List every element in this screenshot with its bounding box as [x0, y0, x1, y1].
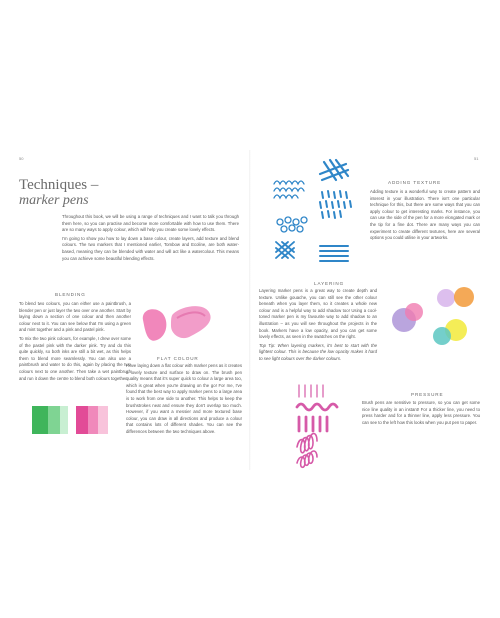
dash-mark: [320, 191, 351, 218]
flat-colour-paragraph: I love laying down a flat colour with marker pens as it creates a lovely texture and surface to draw on. The brush pen quality means that it's super quick to colour a large area too, which is great when you're drawing on the go! For me, I've found that the best way to apply marker pens to a large area is to work from one side to another. This helps to keep the brushstrokes neat and ensure they don't overlap too much. However, if you want a messier and more textured base colour, you can draw in all directions and produce a colour that contains lots of different shades. You can see the differences between the two techniques above.: [126, 363, 242, 434]
circle-mark: [277, 217, 307, 232]
layer-circle-pink: [405, 303, 423, 321]
line-mark: [320, 246, 348, 261]
flat-colour-swatch-illustration: [137, 300, 219, 348]
blending-heading: BLENDING: [55, 292, 86, 297]
hatched-square-mark: [276, 242, 294, 258]
page-number-left: 50: [19, 156, 24, 161]
layering-tip: Top Tip: When layering markers, it's best to start with the lightest colour. This is because the low opacity makes it hard to see light colours over the darker colours.: [259, 342, 377, 361]
page-gutter: [249, 150, 251, 470]
intro-paragraph-1: Throughout this book, we will be using a range of techniques and I want to talk you through them here, so you can practise and become more comfortable with how to use them. There are so many ways to apply colour, which will help you create some lovely effects.: [62, 214, 239, 233]
pressure-thin-line: [299, 385, 323, 397]
intro-text: [62, 214, 239, 262]
layering-swatch-illustration: [386, 284, 480, 356]
layering-text: [259, 288, 377, 363]
adding-texture-heading: ADDING TEXTURE: [388, 180, 442, 185]
layering-heading: LAYERING: [314, 281, 345, 286]
layer-circle-teal: [433, 327, 451, 345]
flat-colour-swatch-messy: [171, 306, 211, 338]
loop-mark: [274, 181, 304, 198]
pressure-heading: PRESSURE: [411, 392, 444, 397]
page-title: [19, 178, 98, 208]
green-blend-swatch: [32, 406, 48, 434]
pressure-loop-line: [297, 434, 317, 468]
pressure-lines-illustration: [295, 381, 345, 475]
pressure-thick-line: [297, 404, 337, 431]
title-line-1: Techniques –: [19, 177, 99, 193]
layer-circle-purple-light: [437, 289, 455, 307]
blending-paragraph-1: To blend two colours, you can either use a paintbrush, a blender pen or just layer the two over one another. Start by laying down a section of one colour and then another colour next to it. You can see below that I'm using a green and mint together and a pink and pastel pink.: [19, 301, 131, 333]
page-number-right: 51: [474, 156, 479, 161]
title-line-2: marker pens: [19, 193, 89, 208]
blending-paragraph-2: To mix the two pink colours, for example, I drew over some of the pastel pink with the darker pink. Try and do this quite quickly, so both inks are still a bit wet, as this helps them to blend more seamlessly. You can also use a paintbrush and water to do this, again by placing the two colours next to one another. Then take a wet paintbrush and run it down the centre to blend both colours together.: [19, 335, 131, 381]
pressure-paragraph: Brush pens are sensitive to pressure, so you can get some nice line quality in an instant! For a thicker line, you need to press harder and for a thinner line, apply less pressure. You can see to the left how this looks when you put pen to paper.: [362, 400, 480, 425]
blending-text: [19, 301, 131, 382]
intro-paragraph-2: I'm going to show you how to lay down a base colour, create layers, add texture and blend colours. The two markers that I mentioned earlier, Tombow and Ecoline, are both water-based, meaning they can be blended with water and will act like a watercolour. This means you can achieve some beautiful blending effects.: [62, 235, 239, 261]
adding-texture-paragraph: Adding texture is a wonderful way to create pattern and interest in your illustration. There isn't one particular technique for this, but there are some ways that you can apply colour to get interesting marks. For instance, you can use the side of the pen for a more elongated mark or the tip for a fine dot. There are many ways you can experiment to create different textures, here are several options you could utilise in your artworks.: [370, 189, 480, 241]
layering-paragraph: Layering marker pens is a great way to create depth and texture. Unlike gouache, you can still see the other colour beneath when you layer them, so it creates a whole new colour and is a helpful way to add shadow too! Using a cool-toned marker pen is my favourite way to add shadow to an illustration – as you will see throughout the projects in the book. Markers have a low opacity, and you can get some lovely effects, as seen in the swatches on the right.: [259, 288, 377, 340]
pink-blend-swatch: [76, 406, 90, 434]
blend-swatch-illustration: [30, 404, 112, 436]
texture-marks-illustration: [272, 158, 364, 270]
flat-colour-swatch-neat: [143, 309, 167, 341]
layer-circle-orange: [454, 287, 474, 307]
flat-colour-heading: FLAT COLOUR: [157, 356, 199, 361]
crosshatch-mark: [320, 160, 348, 180]
